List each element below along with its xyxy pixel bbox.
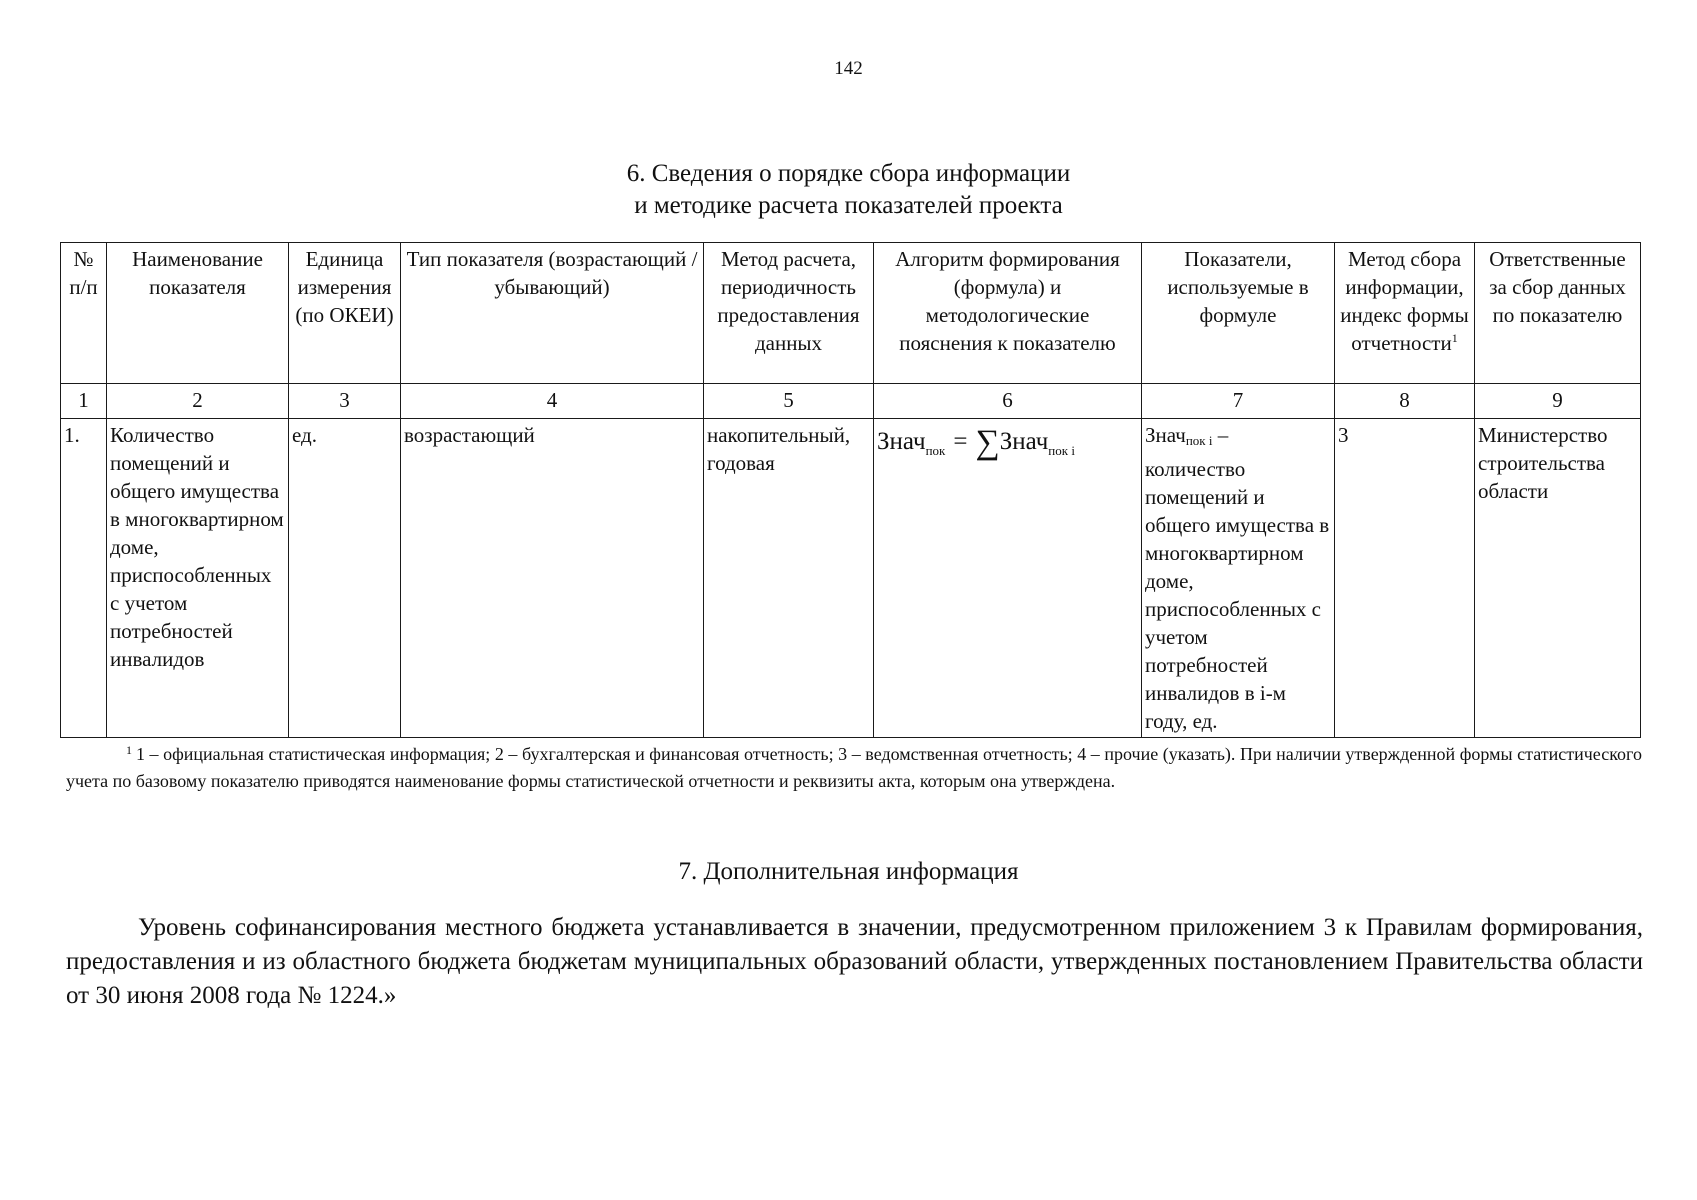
header-cell-responsible: Ответственные за сбор данных по показателю bbox=[1475, 243, 1641, 384]
column-number: 7 bbox=[1142, 384, 1335, 419]
column-number: 5 bbox=[704, 384, 874, 419]
header-cell-algorithm: Алгоритм формирования (формула) и методологические пояснения к показателю bbox=[874, 243, 1142, 384]
used-indicator-name: Знач bbox=[1145, 423, 1186, 447]
section-7-title: 7. Дополнительная информация bbox=[678, 858, 1019, 885]
used-indicator-description: – количество помещений и общего имущества в многоквартирном доме, приспособленных с учетом потребностей инвалидов в i-м году, ед. bbox=[1145, 423, 1330, 733]
header-cell-method: Метод расчета, периодичность предоставления данных bbox=[704, 243, 874, 384]
header-collection-method-text: Метод сбора информации, индекс формы отчетности bbox=[1340, 247, 1469, 355]
column-number: 4 bbox=[401, 384, 704, 419]
table-header-row bbox=[61, 243, 1641, 384]
table-row bbox=[61, 419, 1641, 738]
footnote bbox=[66, 737, 1642, 795]
row-number: 1. bbox=[61, 419, 107, 738]
column-number: 8 bbox=[1335, 384, 1475, 419]
formula-rhs: Знач bbox=[999, 428, 1049, 455]
indicator-name: Количество помещений и общего имущества в многоквартирном доме, приспособленных с учетом потребностей инвалидов bbox=[107, 419, 289, 738]
header-cell-num: № п/п bbox=[61, 243, 107, 384]
collection-method: 3 bbox=[1335, 419, 1475, 738]
footnote-text: 1 – официальная статистическая информация; 2 – бухгалтерская и финансовая отчетность; 3 – ведомственная отчетность; 4 – прочие (указать). При наличии утвержденной формы статистического учета по базовому показателю приводятся наименование формы статистической отчетности и реквизиты акта, которым она утверждена. bbox=[66, 744, 1642, 791]
formula-lhs: Знач bbox=[877, 428, 926, 455]
column-number: 1 bbox=[61, 384, 107, 419]
used-indicator-cell bbox=[1142, 419, 1335, 738]
section-6-title bbox=[0, 158, 1697, 222]
header-cell-type: Тип показателя (возрастающий / убывающий) bbox=[401, 243, 704, 384]
column-number-row bbox=[61, 384, 1641, 419]
column-number: 2 bbox=[107, 384, 289, 419]
responsible: Министерство строительства области bbox=[1475, 419, 1641, 738]
section-6-title-line1: 6. Сведения о порядке сбора информации bbox=[626, 160, 1071, 187]
footnote-mark: 1 bbox=[126, 743, 132, 757]
formula bbox=[877, 421, 1138, 466]
header-cell-name: Наименование показателя bbox=[107, 243, 289, 384]
calculation-method: накопительный, годовая bbox=[704, 419, 874, 738]
indicator-type: возрастающий bbox=[401, 419, 704, 738]
formula-rhs-subscript: пок i bbox=[1048, 443, 1075, 458]
additional-info-paragraph: Уровень софинансирования местного бюджета устанавливается в значении, предусмотренном приложением 3 к Правилам формирования, предоставления и из областного бюджета бюджетам муниципальных образований области, утвержденных постановлением Правительства области от 30 июня 2008 года № 1224.» bbox=[66, 914, 1643, 1009]
indicators-table bbox=[60, 242, 1641, 738]
column-number: 6 bbox=[874, 384, 1142, 419]
header-cell-used-indicators: Показатели, используемые в формуле bbox=[1142, 243, 1335, 384]
header-cell-collection-method bbox=[1335, 243, 1475, 384]
footnote-reference: 1 bbox=[1451, 331, 1458, 345]
section-6-title-line2: и методике расчета показателей проекта bbox=[634, 192, 1063, 219]
column-number: 9 bbox=[1475, 384, 1641, 419]
indicator-unit: ед. bbox=[289, 419, 401, 738]
sum-symbol: ∑ bbox=[975, 424, 1000, 461]
column-number: 3 bbox=[289, 384, 401, 419]
used-indicator-subscript: пок i bbox=[1185, 433, 1213, 448]
formula-lhs-subscript: пок bbox=[925, 443, 946, 458]
formula-equals: = bbox=[953, 428, 968, 455]
header-cell-unit: Единица измерения (по ОКЕИ) bbox=[289, 243, 401, 384]
page-number: 142 bbox=[834, 58, 863, 79]
formula-cell bbox=[874, 419, 1142, 738]
